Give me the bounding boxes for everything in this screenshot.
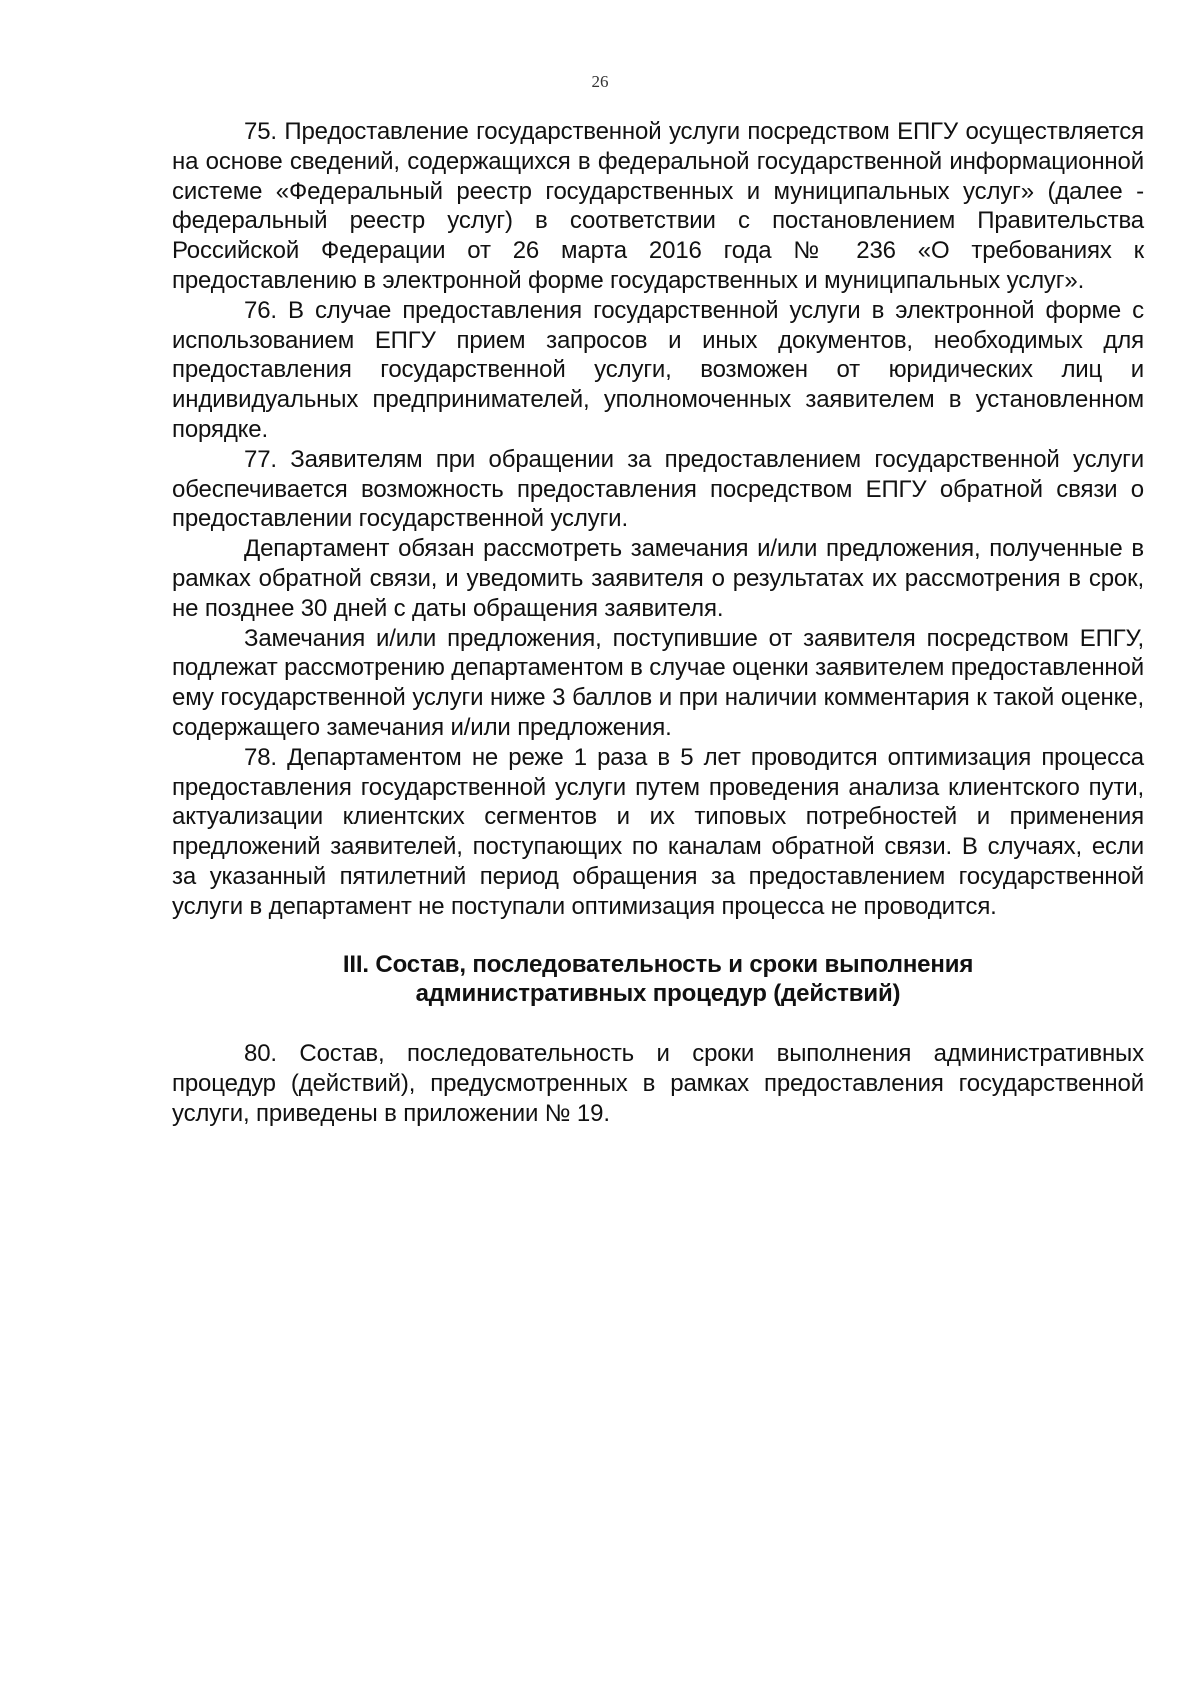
section-heading-line-1: III. Состав, последовательность и сроки выполнения — [342, 950, 974, 978]
paragraph-75: 75. Предоставление государственной услуги посредством ЕПГУ осуществляется на основе сведений, содержащихся в федеральной государственной информационной системе «Федеральный реестр государственных и муниципальных услуг» (далее - федеральный реестр услуг) в соответствии с постановлением Правительства Российской Федерации от 26 марта 2016 года № 236 «О требованиях к предоставлению в электронной форме государственных и муниципальных услуг». — [172, 118, 1144, 294]
paragraph-remarks: Замечания и/или предложения, поступившие от заявителя посредством ЕПГУ, подлежат рассмотрению департаментом в случае оценки заявителем предоставленной ему государственной услуги ниже 3 баллов и при наличии комментария к такой оценке, содержащего замечания и/или предложения. — [172, 624, 1144, 741]
document-body — [172, 117, 1144, 1129]
paragraph-78: 78. Департаментом не реже 1 раза в 5 лет проводится оптимизация процесса предоставления государственной услуги путем проведения анализа клиентского пути, актуализации клиентских сегментов и их типовых потребностей и применения предложений заявителей, поступающих по каналам обратной связи. В случаях, если за указанный пятилетний период обращения за предоставлением государственной услуги в департамент не поступали оптимизация процесса не проводится. — [172, 743, 1144, 920]
paragraph-department-obligation: Департамент обязан рассмотреть замечания и/или предложения, полученные в рамках обратной связи, и уведомить заявителя о результатах их рассмотрения в срок, не позднее 30 дней с даты обращения заявителя. — [172, 535, 1144, 622]
page-number: 26 — [591, 72, 609, 91]
paragraph-80: 80. Состав, последовательность и сроки выполнения административных процедур (действий), предусмотренных в рамках предоставления государственной услуги, приведены в приложении № 19. — [172, 1040, 1144, 1127]
paragraph-77: 77. Заявителям при обращении за предоставлением государственной услуги обеспечивается возможность предоставления посредством ЕПГУ обратной связи о предоставлении государственной услуги. — [172, 445, 1144, 533]
section-heading — [172, 950, 1144, 1010]
section-heading-line-2: административных процедур (действий) — [415, 980, 901, 1008]
paragraph-76: 76. В случае предоставления государственной услуги в электронной форме с использованием ЕПГУ прием запросов и иных документов, необходимых для предоставления государственной услуги, возможен от юридических лиц и индивидуальных предпринимателей, уполномоченных заявителем в установленном порядке. — [172, 296, 1144, 443]
